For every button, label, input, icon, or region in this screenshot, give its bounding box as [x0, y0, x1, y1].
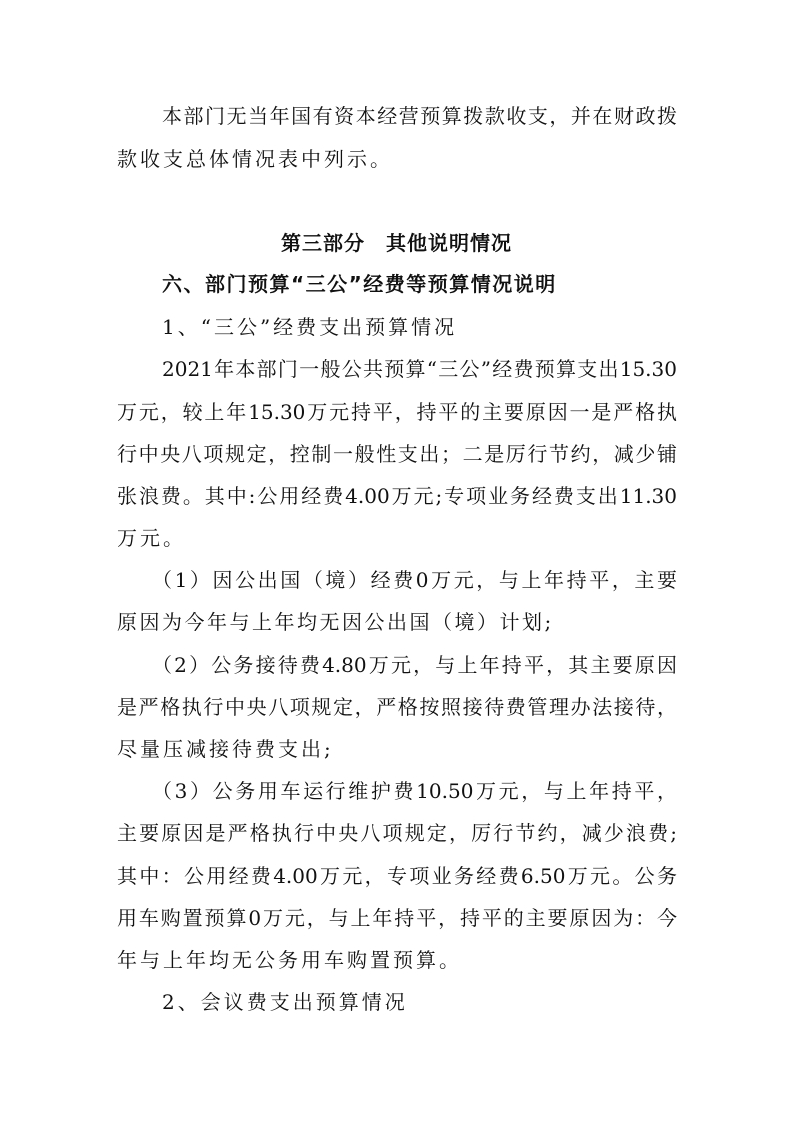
sub2-line-2: 是严格执行中央八项规定，严格按照接待费管理办法接待，: [117, 695, 677, 719]
section-title: 第三部分 其他说明情况: [281, 231, 512, 255]
sub3-line-2: 主要原因是严格执行中央八项规定，厉行节约，减少浪费;: [117, 821, 677, 845]
item1-para-line-2: 万元，较上年15.30万元持平，持平的主要原因一是严格执: [117, 400, 677, 424]
sub2-line-3: 尽量压减接待费支出;: [117, 737, 334, 761]
sub3-line-5: 年与上年均无公务用车购置预算。: [117, 948, 462, 972]
item1-para-line-4: 张浪费。其中:公用经费4.00万元;专项业务经费支出11.30: [117, 484, 677, 508]
item1-para-line-1: 2021年本部门一般公共预算“三公”经费预算支出15.30: [162, 357, 677, 381]
section-subtitle: 六、部门预算“三公”经费等预算情况说明: [162, 272, 557, 296]
sub3-line-1: （3）公务用车运行维护费10.50万元，与上年持平，: [152, 779, 677, 803]
sub1-line-2: 原因为今年与上年均无因公出国（境）计划;: [117, 610, 554, 634]
item1-para-line-3: 行中央八项规定，控制一般性支出；二是厉行节约，减少铺: [117, 442, 677, 466]
intro-line-2: 款收支总体情况表中列示。: [117, 147, 393, 171]
intro-line-1: 本部门无当年国有资本经营预算拨款收支，并在财政拨: [162, 104, 677, 128]
sub3-line-4: 用车购置预算0万元，与上年持平，持平的主要原因为：今: [117, 906, 677, 930]
item1-para-line-5: 万元。: [117, 526, 186, 550]
sub3-line-3: 其中：公用经费4.00万元，专项业务经费6.50万元。公务: [117, 864, 677, 888]
sub1-line-1: （1）因公出国（境）经费0万元，与上年持平，主要: [152, 568, 677, 592]
item2-title: 2、会议费支出预算情况: [162, 990, 408, 1014]
sub2-line-1: （2）公务接待费4.80万元，与上年持平，其主要原因: [152, 653, 677, 677]
item1-title: 1、“三公”经费支出预算情况: [162, 315, 458, 339]
